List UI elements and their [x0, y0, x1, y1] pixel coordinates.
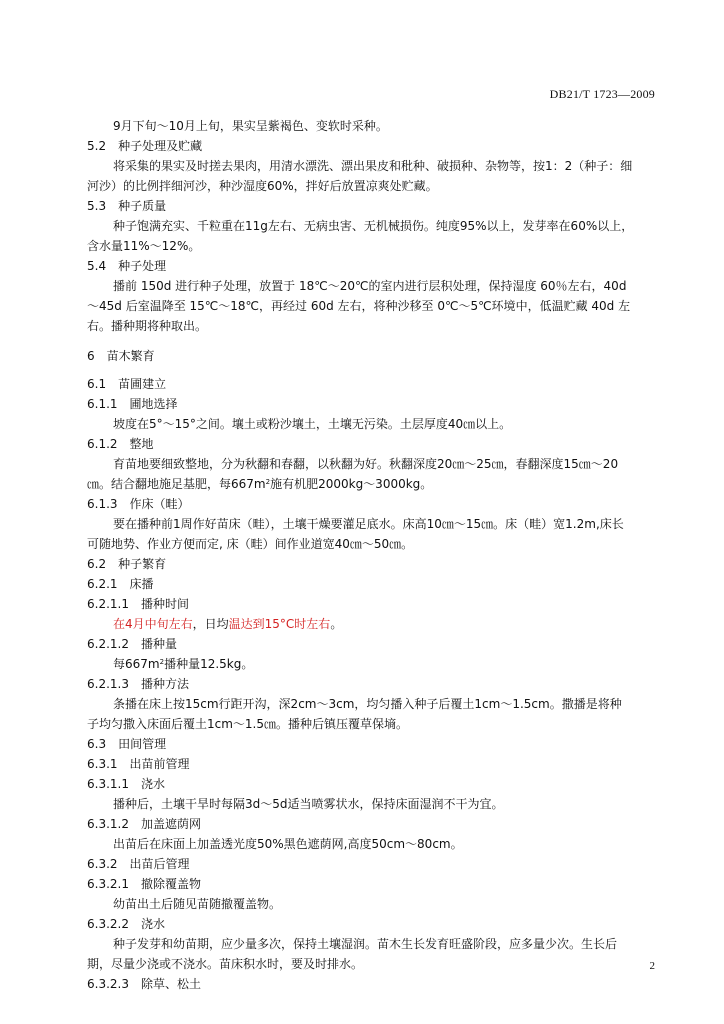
paragraph-line: 子均匀撒入床面后覆土1cm～1.5㎝。播种后镇压覆草保墒。 — [87, 717, 409, 731]
heading-number: 6.3.1.2 — [87, 817, 129, 831]
heading-5-4 — [87, 256, 657, 276]
text-span: 播种量12.5kg。 — [164, 657, 254, 671]
heading-title: 床播 — [129, 577, 154, 591]
heading-5-3 — [87, 196, 657, 216]
paragraph-line: 将采集的果实及时搓去果肉，用清水漂洗、漂出果皮和秕种、破损种、杂物等，按1：2（种子：细 — [113, 159, 633, 173]
heading-number: 6 — [87, 349, 95, 363]
heading-6 — [87, 346, 657, 366]
heading-6-3-1 — [87, 754, 657, 774]
heading-6-3-2-2 — [87, 914, 657, 934]
paragraph-line: 期，尽量少浇或不浇水。苗床积水时，要及时排水。 — [87, 957, 364, 971]
heading-title: 播种方法 — [140, 677, 189, 691]
heading-title: 除草、松土 — [140, 977, 201, 991]
text-span: 施有机肥2000kg～3000kg。 — [270, 477, 433, 491]
heading-number: 6.3.2.1 — [87, 877, 129, 891]
heading-number: 6.3 — [87, 737, 107, 751]
document-body — [87, 116, 657, 994]
heading-title: 圃地选择 — [129, 397, 178, 411]
heading-6-2-1-1 — [87, 594, 657, 614]
heading-number: 6.1.1 — [87, 397, 118, 411]
heading-number: 6.1.3 — [87, 497, 118, 511]
heading-number: 6.2.1.3 — [87, 677, 129, 691]
heading-6-1-3 — [87, 494, 657, 514]
heading-6-2-1-2 — [87, 634, 657, 654]
header-doc-id: DB21/T 1723—2009 — [549, 87, 655, 101]
heading-title: 种子繁育 — [118, 557, 167, 571]
heading-number: 6.2.1.1 — [87, 597, 129, 611]
paragraph-line: 河沙）的比例拌细河沙，种沙湿度60%，拌好后放置凉爽处贮藏。 — [87, 179, 438, 193]
heading-number: 5.3 — [87, 199, 107, 213]
paragraph-line: 右。播种期将种取出。 — [87, 319, 208, 333]
heading-number: 6.3.1 — [87, 757, 118, 771]
heading-title: 苗木繁育 — [106, 349, 155, 363]
paragraph-line — [87, 654, 657, 674]
paragraph-line: 育苗地要细致整地，分为秋翻和春翻，以秋翻为好。秋翻深度20㎝～25㎝，春翻深度15㎝～20 — [113, 457, 619, 471]
heading-title: 种子质量 — [118, 199, 167, 213]
heading-title: 整地 — [129, 437, 154, 451]
paragraph-line: 种子饱满充实、千粒重在11g左右、无病虫害、无机械损伤。纯度95%以上，发芽率在60%以上， — [113, 219, 634, 233]
page-number: 2 — [649, 960, 655, 972]
heading-6-3-2-3 — [87, 974, 657, 994]
heading-number: 5.2 — [87, 139, 107, 153]
heading-6-2 — [87, 554, 657, 574]
paragraph-line: 幼苗出土后随见苗随撤覆盖物。 — [113, 897, 282, 911]
heading-6-3-2 — [87, 854, 657, 874]
heading-number: 6.3.1.1 — [87, 777, 129, 791]
heading-6-3 — [87, 734, 657, 754]
heading-6-3-1-1 — [87, 774, 657, 794]
paragraph-line: 要在播种前1周作好苗床（畦），土壤干燥要灌足底水。床高10㎝～15㎝。床（畦）宽1.2m,床长 — [113, 517, 624, 531]
text-span: ㎝。结合翻地施足基肥，每667m — [87, 477, 266, 491]
paragraph-line: 播种后，土壤干旱时每隔3d～5d适当喷雾状水，保持床面湿润不干为宜。 — [113, 797, 504, 811]
heading-title: 撤除覆盖物 — [140, 877, 201, 891]
paragraph-line: 条播在床上按15cm行距开沟，深2cm～3cm，均匀播入种子后覆土1cm～1.5cm。撒播是将种 — [113, 697, 622, 711]
text-span: 。 — [330, 617, 343, 631]
heading-title: 种子处理及贮藏 — [118, 139, 203, 153]
heading-title: 苗圃建立 — [118, 377, 167, 391]
heading-6-1-2 — [87, 434, 657, 454]
paragraph-line: 播前 150d 进行种子处理，放置于 18℃～20℃的室内进行层积处理，保持湿度 60％左右，40d — [113, 279, 627, 293]
heading-title: 出苗后管理 — [129, 857, 190, 871]
paragraph-line — [87, 474, 657, 494]
paragraph-line: 出苗后在床面上加盖透光度50%黑色遮荫网,高度50cm～80cm。 — [113, 837, 463, 851]
paragraph-line: ～45d 后室温降至 15℃～18℃，再经过 60d 左右，将种沙移至 0℃～5℃环境中，低温贮藏 40d 左 — [87, 299, 631, 313]
heading-5-2 — [87, 136, 657, 156]
paragraph-line: 9月下旬～10月上旬，果实呈紫褐色、变软时采种。 — [113, 119, 388, 133]
text-span: ，日均 — [192, 617, 229, 631]
heading-6-1-1 — [87, 394, 657, 414]
heading-title: 田间管理 — [118, 737, 167, 751]
heading-number: 6.1 — [87, 377, 107, 391]
heading-6-2-1-3 — [87, 674, 657, 694]
heading-6-3-2-1 — [87, 874, 657, 894]
paragraph-line: 坡度在5°～15°之间。壤土或粉沙壤土，土壤无污染。土层厚度40㎝以上。 — [113, 417, 512, 431]
heading-title: 播种量 — [140, 637, 177, 651]
heading-title: 加盖遮荫网 — [140, 817, 201, 831]
heading-number: 6.3.2.2 — [87, 917, 129, 931]
text-span: 每667m — [113, 657, 160, 671]
superscript: 2 — [159, 658, 165, 666]
superscript: 2 — [265, 478, 271, 486]
heading-title: 浇水 — [140, 777, 165, 791]
heading-number: 6.3.2 — [87, 857, 118, 871]
heading-title: 播种时间 — [140, 597, 189, 611]
highlight-text: 温达到15°C时左右 — [228, 617, 331, 631]
heading-6-1 — [87, 374, 657, 394]
paragraph-line: 可随地势、作业方便而定, 床（畦）间作业道宽40㎝～50㎝。 — [87, 537, 414, 551]
heading-title: 出苗前管理 — [129, 757, 190, 771]
heading-6-3-1-2 — [87, 814, 657, 834]
heading-number: 6.2.1 — [87, 577, 118, 591]
paragraph-line: 含水量11%～12%。 — [87, 239, 201, 253]
heading-title: 浇水 — [140, 917, 165, 931]
heading-title: 作床（畦） — [129, 497, 190, 511]
heading-number: 6.2.1.2 — [87, 637, 129, 651]
heading-number: 6.1.2 — [87, 437, 118, 451]
heading-number: 6.3.2.3 — [87, 977, 129, 991]
paragraph-line — [87, 614, 657, 634]
heading-6-2-1 — [87, 574, 657, 594]
heading-title: 种子处理 — [118, 259, 167, 273]
paragraph-line: 种子发芽和幼苗期，应少量多次，保持土壤湿润。苗木生长发育旺盛阶段，应多量少次。生长后 — [113, 937, 618, 951]
heading-number: 5.4 — [87, 259, 107, 273]
highlight-text: 在4月中旬左右 — [113, 617, 193, 631]
heading-number: 6.2 — [87, 557, 107, 571]
